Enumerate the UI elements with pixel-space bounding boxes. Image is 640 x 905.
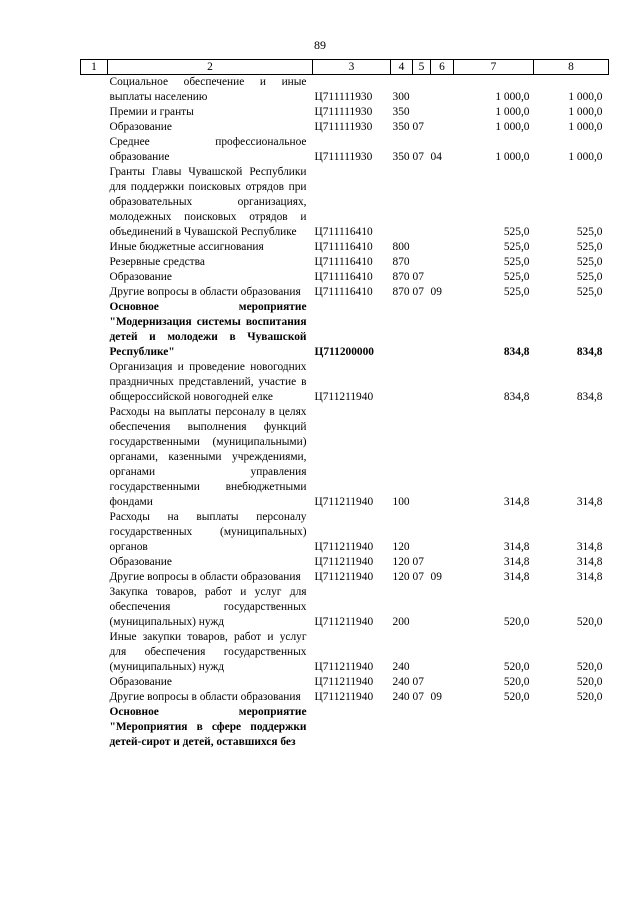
- subsection-code: 09: [430, 691, 442, 703]
- empty-cell: [81, 270, 108, 285]
- subsection-code: [431, 585, 454, 630]
- section-code: [413, 585, 431, 630]
- amount-col8: 525,0: [576, 271, 603, 283]
- amount-col7: 314,8: [503, 496, 530, 508]
- expense-type-code: [391, 360, 413, 405]
- amount-col7: 525,0: [503, 271, 530, 283]
- empty-cell: [81, 165, 108, 240]
- target-article-code: Ц711211940: [314, 616, 374, 628]
- target-article-code: Ц711200000: [314, 346, 374, 358]
- table-row: [81, 405, 609, 510]
- col-header-2: 2: [108, 60, 313, 75]
- subsection-code: [431, 675, 454, 690]
- section-code: 07: [412, 676, 424, 688]
- amount-col7: 1 000,0: [495, 91, 530, 103]
- section-code: [413, 300, 431, 360]
- target-article-code: Ц711111930: [314, 151, 373, 163]
- section-code: [413, 405, 431, 510]
- target-article-code: Ц711211940: [314, 496, 374, 508]
- target-article-code: Ц711116410: [314, 226, 373, 238]
- amount-col8: 520,0: [576, 661, 603, 673]
- subsection-code: [431, 705, 454, 750]
- row-description: Гранты Главы Чувашской Республики для поддержки поисковых отрядов при образовательных организациях, молодежных поисковых отрядов и объединений в Чувашской Республике: [109, 166, 307, 238]
- target-article-code: [313, 705, 391, 750]
- amount-col8: 1 000,0: [568, 151, 603, 163]
- subsection-code: [431, 240, 454, 255]
- amount-col7: 1 000,0: [495, 121, 530, 133]
- amount-col7: 520,0: [503, 616, 530, 628]
- empty-cell: [81, 555, 108, 570]
- target-article-code: Ц711211940: [314, 556, 374, 568]
- row-description: Основное мероприятие "Модернизация системы воспитания детей и молодежи в Чувашской Республике": [109, 301, 307, 358]
- row-description: Закупка товаров, работ и услуг для обеспечения государственных (муниципальных) нужд: [109, 586, 307, 628]
- target-article-code: Ц711111930: [314, 106, 373, 118]
- subsection-code: [431, 165, 454, 240]
- empty-cell: [81, 240, 108, 255]
- empty-cell: [81, 285, 108, 300]
- expense-type-code: 120: [392, 541, 410, 553]
- section-code: [413, 255, 431, 270]
- amount-col8: 314,8: [576, 556, 603, 568]
- subsection-code: [431, 300, 454, 360]
- subsection-code: [431, 105, 454, 120]
- section-code: 07: [412, 271, 424, 283]
- col-header-1: 1: [81, 60, 108, 75]
- empty-cell: [81, 570, 108, 585]
- target-article-code: Ц711116410: [314, 241, 373, 253]
- target-article-code: Ц711116410: [314, 256, 373, 268]
- table-row: [81, 270, 609, 285]
- row-description: Образование: [109, 676, 172, 688]
- empty-cell: [81, 675, 108, 690]
- amount-col7: 314,8: [503, 541, 530, 553]
- amount-col8: 834,8: [576, 346, 603, 358]
- col-header-7: 7: [454, 60, 534, 75]
- table-row: [81, 285, 609, 300]
- amount-col7: 834,8: [503, 391, 530, 403]
- table-row: [81, 75, 609, 106]
- table-row: [81, 570, 609, 585]
- table-row: [81, 165, 609, 240]
- table-row: [81, 300, 609, 360]
- empty-cell: [81, 135, 108, 165]
- amount-col8: 1 000,0: [568, 121, 603, 133]
- table-row: [81, 360, 609, 405]
- section-code: [413, 75, 431, 106]
- amount-col8: 525,0: [576, 256, 603, 268]
- row-description: Другие вопросы в области образования: [109, 691, 301, 703]
- amount-col8: 525,0: [576, 286, 603, 298]
- section-code: 07: [412, 691, 424, 703]
- col-header-4: 4: [391, 60, 413, 75]
- target-article-code: Ц711116410: [314, 271, 373, 283]
- row-description: Среднее профессиональное образование: [109, 136, 307, 163]
- amount-col8: 1 000,0: [568, 91, 603, 103]
- section-code: [413, 510, 431, 555]
- table-row: [81, 555, 609, 570]
- row-description: Социальное обеспечение и иные выплаты населению: [109, 76, 307, 103]
- table-row: [81, 120, 609, 135]
- section-code: [413, 105, 431, 120]
- empty-cell: [81, 75, 108, 106]
- row-description: Иные закупки товаров, работ и услуг для обеспечения государственных (муниципальных) нужд: [109, 631, 307, 673]
- col-header-3: 3: [313, 60, 391, 75]
- col-header-6: 6: [431, 60, 454, 75]
- target-article-code: Ц711111930: [314, 91, 373, 103]
- subsection-code: [431, 270, 454, 285]
- row-description: Основное мероприятие "Мероприятия в сфере поддержки детей-сирот и детей, оставшихся без: [109, 706, 307, 748]
- expense-type-code: 120: [392, 556, 410, 568]
- subsection-code: [431, 75, 454, 106]
- row-description: Резервные средства: [109, 256, 205, 268]
- empty-cell: [81, 255, 108, 270]
- empty-cell: [81, 105, 108, 120]
- section-code: [413, 240, 431, 255]
- row-description: Иные бюджетные ассигнования: [109, 241, 264, 253]
- table-row: [81, 690, 609, 705]
- amount-col8: 314,8: [576, 541, 603, 553]
- subsection-code: [431, 630, 454, 675]
- amount-col8: 525,0: [576, 241, 603, 253]
- target-article-code: Ц711211940: [314, 541, 374, 553]
- empty-cell: [81, 510, 108, 555]
- expense-type-code: 200: [392, 616, 410, 628]
- amount-col8: 525,0: [576, 226, 603, 238]
- subsection-code: 04: [430, 151, 442, 163]
- row-description: Другие вопросы в области образования: [109, 286, 301, 298]
- amount-col7: [454, 705, 534, 750]
- expense-type-code: 350: [392, 121, 410, 133]
- expense-type-code: 120: [392, 571, 410, 583]
- row-description: Образование: [109, 271, 172, 283]
- column-number-header: [81, 60, 609, 75]
- expense-type-code: [391, 165, 413, 240]
- section-code: 07: [412, 286, 424, 298]
- section-code: 07: [412, 556, 424, 568]
- subsection-code: 09: [430, 286, 442, 298]
- amount-col8: [534, 705, 609, 750]
- empty-cell: [81, 585, 108, 630]
- target-article-code: Ц711111930: [314, 121, 373, 133]
- empty-cell: [81, 630, 108, 675]
- amount-col8: 314,8: [576, 571, 603, 583]
- amount-col7: 525,0: [503, 241, 530, 253]
- target-article-code: Ц711211940: [314, 661, 374, 673]
- amount-col8: 520,0: [576, 691, 603, 703]
- row-description: Премии и гранты: [109, 106, 194, 118]
- expense-type-code: 350: [392, 106, 410, 118]
- table-row: [81, 105, 609, 120]
- table-row: [81, 135, 609, 165]
- target-article-code: Ц711116410: [314, 286, 373, 298]
- table-row: [81, 255, 609, 270]
- table-row: [81, 510, 609, 555]
- row-description: Образование: [109, 121, 172, 133]
- amount-col7: 520,0: [503, 691, 530, 703]
- expense-type-code: 300: [392, 91, 410, 103]
- row-description: Расходы на выплаты персоналу государственных (муниципальных) органов: [109, 511, 307, 553]
- empty-cell: [81, 690, 108, 705]
- amount-col8: 314,8: [576, 496, 603, 508]
- col-header-8: 8: [534, 60, 609, 75]
- page-number: 89: [314, 38, 326, 52]
- amount-col7: 525,0: [503, 226, 530, 238]
- amount-col7: 520,0: [503, 661, 530, 673]
- expense-type-code: 350: [392, 151, 410, 163]
- expense-type-code: 240: [392, 676, 410, 688]
- empty-cell: [81, 300, 108, 360]
- amount-col7: 525,0: [503, 286, 530, 298]
- empty-cell: [81, 705, 108, 750]
- section-code: 07: [412, 151, 424, 163]
- table-body: [81, 75, 609, 751]
- table-row: [81, 240, 609, 255]
- table-row: [81, 630, 609, 675]
- row-description: Другие вопросы в области образования: [109, 571, 301, 583]
- amount-col8: 1 000,0: [568, 106, 603, 118]
- subsection-code: [431, 555, 454, 570]
- col-header-5: 5: [413, 60, 431, 75]
- section-code: [413, 360, 431, 405]
- expense-type-code: 870: [392, 256, 410, 268]
- section-code: [413, 165, 431, 240]
- subsection-code: [431, 360, 454, 405]
- amount-col8: 520,0: [576, 676, 603, 688]
- amount-col7: 314,8: [503, 556, 530, 568]
- amount-col7: 834,8: [503, 346, 530, 358]
- expense-type-code: 870: [392, 271, 410, 283]
- expense-type-code: [391, 300, 413, 360]
- target-article-code: Ц711211940: [314, 676, 374, 688]
- expense-type-code: 800: [392, 241, 410, 253]
- row-description: Расходы на выплаты персоналу в целях обеспечения выполнения функций государственными (муниципальными) органами, казенными учреждениями, органами управления государственными внебюджетными фондами: [109, 406, 307, 508]
- subsection-code: 09: [430, 571, 442, 583]
- amount-col7: 1 000,0: [495, 151, 530, 163]
- amount-col7: 525,0: [503, 256, 530, 268]
- amount-col7: 1 000,0: [495, 106, 530, 118]
- row-description: Организация и проведение новогодних праздничных представлений, участие в общероссийской новогодней елке: [109, 361, 307, 403]
- expense-type-code: [391, 705, 413, 750]
- subsection-code: [431, 120, 454, 135]
- section-code: 07: [412, 121, 424, 133]
- amount-col7: 314,8: [503, 571, 530, 583]
- amount-col7: 520,0: [503, 676, 530, 688]
- subsection-code: [431, 405, 454, 510]
- expense-type-code: 240: [392, 691, 410, 703]
- subsection-code: [431, 255, 454, 270]
- budget-table: [80, 59, 609, 750]
- target-article-code: Ц711211940: [314, 571, 374, 583]
- table-row: [81, 675, 609, 690]
- section-code: [413, 705, 431, 750]
- empty-cell: [81, 120, 108, 135]
- table-row: [81, 585, 609, 630]
- amount-col8: 520,0: [576, 616, 603, 628]
- empty-cell: [81, 405, 108, 510]
- amount-col8: 834,8: [576, 391, 603, 403]
- target-article-code: Ц711211940: [314, 391, 374, 403]
- empty-cell: [81, 360, 108, 405]
- expense-type-code: 870: [392, 286, 410, 298]
- target-article-code: Ц711211940: [314, 691, 374, 703]
- section-code: 07: [412, 571, 424, 583]
- row-description: Образование: [109, 556, 172, 568]
- subsection-code: [431, 510, 454, 555]
- expense-type-code: 240: [392, 661, 410, 673]
- section-code: [413, 630, 431, 675]
- table-row: [81, 705, 609, 750]
- expense-type-code: 100: [392, 496, 410, 508]
